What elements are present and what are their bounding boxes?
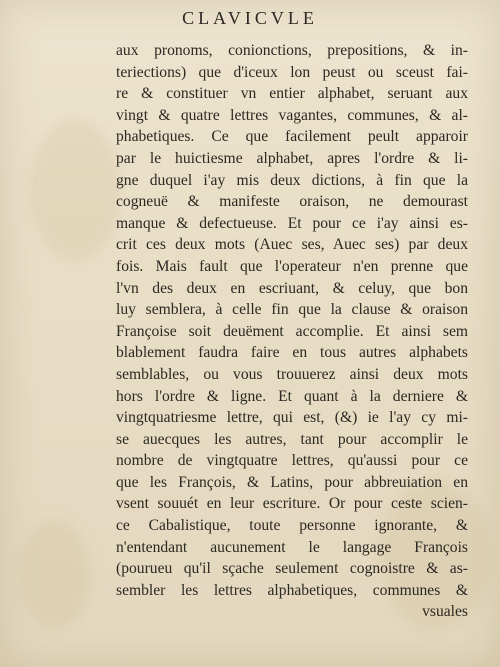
- text-line: semblables, ou vous trouuerez ainsi deux mots: [116, 365, 468, 383]
- text-line: re & constituer vn entier alphabet, seruant aux: [116, 85, 468, 103]
- text-line: vsuales: [422, 603, 468, 621]
- text-line: nombre de vingtquatre lettres, qu'aussi pour ce: [116, 452, 468, 470]
- text-line: sembler les lettres alphabetiques, communes &: [116, 581, 468, 599]
- text-line: aux pronoms, conionctions, prepositions, & in-: [116, 42, 468, 59]
- text-line: luy semblera, à celle fin que la clause & oraison: [116, 301, 468, 319]
- text-line: Françoise soit deuëment accomplie. Et ainsi sem: [116, 322, 468, 340]
- text-line: vingtquatriesme lettre, qui est, (&) ie l'ay cy mi-: [116, 409, 468, 427]
- text-line: n'entendant aucunement le langage François: [116, 538, 468, 556]
- text-line: cogneuë & manifeste oraison, ne demourast: [116, 193, 468, 211]
- text-line: phabetiques. Ce que facilement peult apparoir: [116, 128, 468, 146]
- text-line: (pourueu qu'il sçache seulement cognoistre & as-: [116, 560, 468, 578]
- text-line: par le huictiesme alphabet, apres l'ordre & li-: [116, 149, 468, 167]
- running-head: CLAVICVLE: [182, 8, 318, 28]
- text-line: blablement faudra faire en tous autres alphabets: [116, 344, 468, 362]
- text-line: se auecques les autres, tant pour accomplir le: [116, 430, 468, 448]
- text-line: gne duquel i'ay mis deux dictions, à fin que la: [116, 171, 468, 189]
- text-line: crit ces deux mots (Auec ses, Auec ses) par deux: [116, 236, 468, 254]
- text-line: fois. Mais fault que l'operateur n'en prenne que: [116, 257, 468, 275]
- text-line: que les François, & Latins, pour abbreuiation en: [116, 473, 468, 491]
- paper-stain: [30, 120, 120, 260]
- text-line: l'vn des deux en escriuant, & celuy, que bon: [116, 279, 468, 297]
- body-text: [116, 40, 468, 623]
- text-line: vsent souuét en leur escriture. Or pour ceste scien-: [116, 495, 468, 513]
- text-line: hors l'ordre & ligne. Et quant à la derniere &: [116, 387, 468, 405]
- text-line: vingt & quatre lettres vagantes, communes, & al-: [116, 106, 468, 124]
- text-line: manque & defectueuse. Et pour ce i'ay ainsi es-: [116, 214, 468, 232]
- text-line: ce Cabalistique, toute personne ignorante, &: [116, 517, 468, 535]
- paper-stain: [20, 520, 90, 630]
- text-line: teriections) que d'iceux lon peust ou sceust fai-: [116, 63, 468, 81]
